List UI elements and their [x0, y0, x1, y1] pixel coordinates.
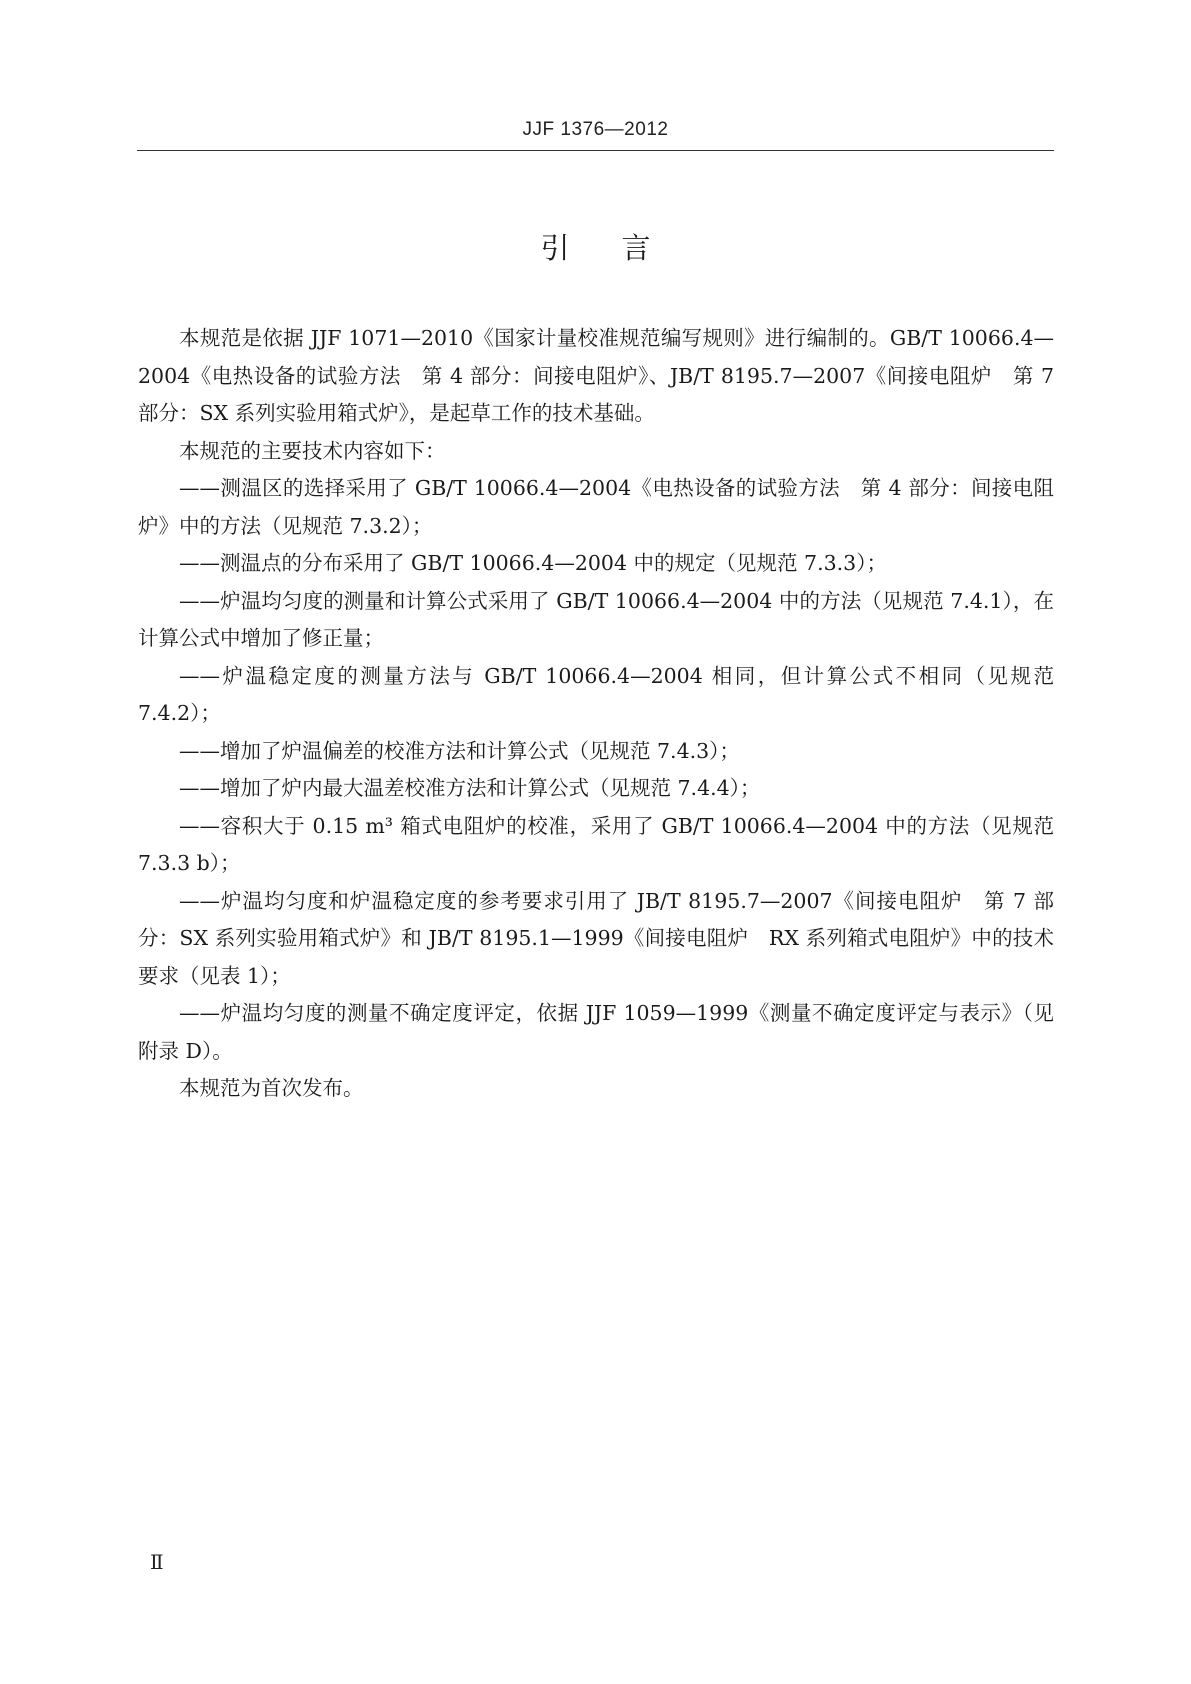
paragraph-basis: 本规范是依据 JJF 1071—2010《国家计量校准规范编写规则》进行编制的。GB/T 10066.4—2004《电热设备的试验方法 第 4 部分：间接电阻炉》、JB/T 8195.7—2007《间接电阻炉 第 7 部分：SX 系列实验用箱式炉》，是起草工作的技术基础。: [138, 326, 1054, 425]
list-item-stability: ——炉温稳定度的测量方法与 GB/T 10066.4—2004 相同，但计算公式不相同（见规范 7.4.2）；: [138, 663, 1054, 725]
list-item-measurement-points: ——测温点的分布采用了 GB/T 10066.4—2004 中的规定（见规范 7.3.3）；: [179, 551, 887, 575]
list-item-max-difference: ——增加了炉内最大温差校准方法和计算公式（见规范 7.4.4）；: [179, 776, 761, 800]
document-code-header: JJF 1376—2012: [522, 119, 669, 140]
introduction-body: [138, 320, 1054, 1108]
list-item-volume: ——容积大于 0.15 m³ 箱式电阻炉的校准，采用了 GB/T 10066.4—2004 中的方法（见规范 7.3.3 b）；: [138, 813, 1054, 875]
paragraph-first-release: 本规范为首次发布。: [179, 1076, 364, 1100]
list-item-deviation: ——增加了炉温偏差的校准方法和计算公式（见规范 7.4.3）；: [179, 738, 740, 763]
page-number: Ⅱ: [150, 1550, 164, 1574]
list-item-uncertainty: ——炉温均匀度的测量不确定度评定，依据 JJF 1059—1999《测量不确定度评定与表示》（见附录 D）。: [138, 1001, 1054, 1063]
page-title: 引言: [540, 231, 703, 265]
header-divider: [137, 150, 1054, 151]
list-item-reference-requirements: ——炉温均匀度和炉温稳定度的参考要求引用了 JB/T 8195.7—2007《间接电阻炉 第 7 部分：SX 系列实验用箱式炉》和 JB/T 8195.1—1999《间接电阻炉 RX 系列箱式电阻炉》中的技术要求（见表 1）；: [138, 888, 1054, 988]
list-item-uniformity: ——炉温均匀度的测量和计算公式采用了 GB/T 10066.4—2004 中的方法（见规范 7.4.1），在计算公式中增加了修正量；: [138, 588, 1054, 650]
list-item-temperature-zone: ——测温区的选择采用了 GB/T 10066.4—2004《电热设备的试验方法 第 4 部分：间接电阻炉》中的方法（见规范 7.3.2）；: [138, 476, 1054, 538]
paragraph-main-content-intro: 本规范的主要技术内容如下：: [179, 438, 446, 463]
